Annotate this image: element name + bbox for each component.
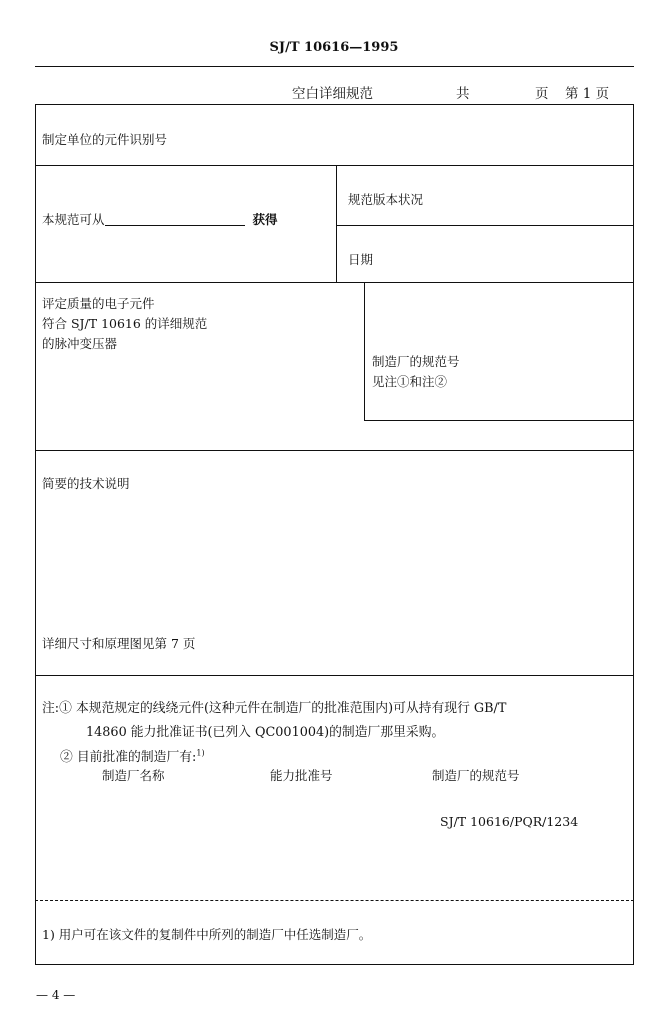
divider-version-date	[336, 225, 634, 226]
qualified-line-2: 符合 SJ/T 10616 的详细规范	[42, 316, 208, 331]
manufacturer-table	[0, 766, 668, 836]
divider-obtain	[35, 282, 634, 283]
obtain-field	[42, 210, 277, 228]
note-1-line-1: 注:① 本规范规定的线绕元件(这种元件在制造厂的批准范围内)可从持有现行 GB/T	[42, 701, 507, 716]
obtain-blank	[105, 211, 245, 226]
date-label: 日期	[348, 252, 374, 267]
table-header-approval: 能力批准号	[270, 768, 333, 783]
page-number: 第 1 页	[565, 86, 610, 102]
note-2	[60, 746, 205, 765]
footnote: 1) 用户可在该文件的复制件中所列的制造厂中任选制造厂。	[42, 927, 372, 942]
divider-issuer	[35, 165, 634, 166]
pages-label: 页	[535, 86, 549, 102]
version-status-label: 规范版本状况	[348, 192, 424, 207]
page-footer: — 4 —	[36, 988, 76, 1002]
vertical-divider-obtain	[336, 165, 337, 282]
note-2-superscript: 1)	[196, 748, 205, 758]
divider-description	[35, 675, 634, 676]
header-rule	[35, 66, 634, 67]
standard-number: SJ/T 10616—1995	[269, 40, 399, 55]
issuer-id-label: 制定单位的元件识别号	[42, 132, 168, 147]
spec-title: 空白详细规范	[292, 86, 373, 102]
manufacturer-spec-line-2: 见注①和注②	[372, 374, 448, 389]
table-header-name: 制造厂名称	[102, 768, 165, 783]
vertical-divider-qualified	[364, 282, 365, 420]
note-1-line-2: 14860 能力批准证书(已列入 QC001004)的制造厂那里采购。	[86, 725, 445, 740]
divider-manufacturer-spec	[364, 420, 634, 421]
divider-notes	[35, 900, 634, 901]
manufacturer-spec-line-1: 制造厂的规范号	[372, 354, 460, 369]
note-2-text: ② 目前批准的制造厂有:	[60, 750, 197, 765]
total-pages-label: 共	[456, 86, 470, 102]
dimension-reference: 详细尺寸和原理图见第 7 页	[42, 636, 196, 651]
qualified-line-3: 的脉冲变压器	[42, 336, 118, 351]
obtain-prefix: 本规范可从	[42, 212, 105, 227]
brief-description-label: 简要的技术说明	[42, 476, 130, 491]
table-header-spec: 制造厂的规范号	[432, 768, 520, 783]
table-row-spec: SJ/T 10616/PQR/1234	[440, 814, 579, 829]
qualified-line-1: 评定质量的电子元件	[42, 296, 155, 311]
divider-qualified	[35, 450, 634, 451]
obtain-suffix: 获得	[252, 212, 278, 227]
